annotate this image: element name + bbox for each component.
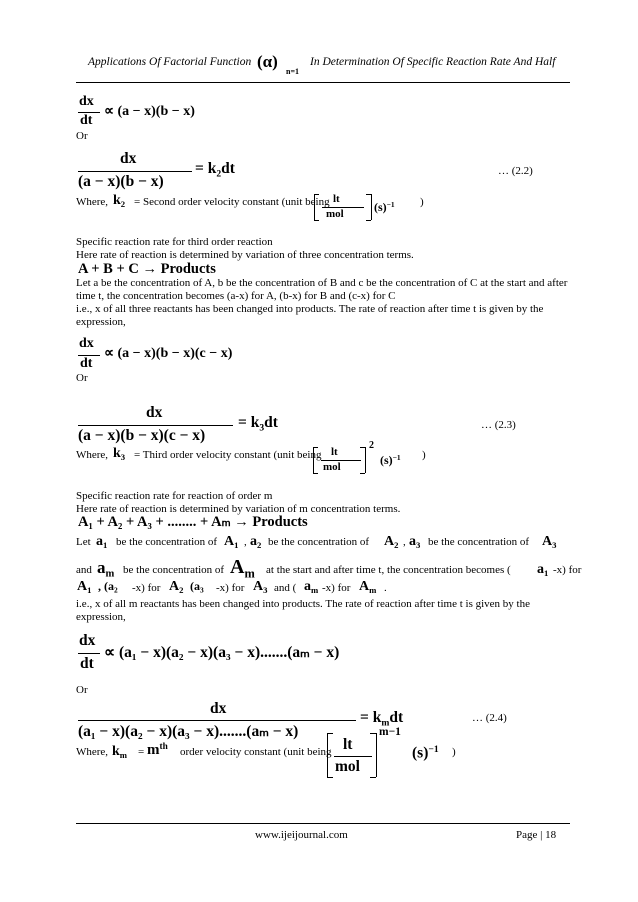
s3-bracket-bl	[313, 473, 318, 474]
sm-bracket-bl	[327, 777, 333, 778]
sm-lhs-den: dt	[80, 655, 94, 672]
sm-unit-bar	[334, 756, 372, 757]
footer-rule	[76, 823, 570, 824]
s3-proportional: ∝ (a − x)(b − x)(c − x)	[104, 346, 233, 361]
sm-for1: -x) for	[553, 564, 582, 576]
s3-bracket-tr	[360, 447, 365, 448]
s2-close: )	[420, 196, 424, 208]
s3-close: )	[422, 449, 426, 461]
s3-unit-num: lt	[331, 446, 338, 458]
sm-bracket-right	[376, 733, 377, 777]
s2-where: Where,	[76, 196, 109, 208]
sm-l3-A2: $A_2$	[169, 579, 184, 596]
s2-frac-num: dx	[120, 150, 137, 167]
s3-where: Where,	[76, 449, 109, 461]
sm-bracket-br	[370, 777, 376, 778]
sm-desc: order velocity constant (unit being	[180, 746, 332, 758]
sm-bracket-left	[327, 733, 328, 777]
s2-rhs	[195, 160, 235, 179]
sm-eqno: … (2.4)	[472, 712, 507, 724]
s2-proportional: ∝ (a − x)(b − x)	[104, 104, 195, 119]
header-left-text: Applications Of Factorial Function	[88, 56, 252, 68]
sm-reaction: A₁ + A₂ + A₃ + ........ + Aₘ → Products	[78, 514, 308, 530]
sm-or: Or	[76, 684, 88, 696]
s2-unit-num: lt	[333, 193, 340, 205]
header-right-text: In Determination Of Specific Reaction Rate And Half	[310, 56, 556, 68]
sm-l3-a2: , ($a_2$	[98, 579, 118, 595]
sm-frac-den: (a₁ − x)(a₂ − x)(a₃ − x).......(aₘ − x)	[78, 723, 299, 740]
sm-lhs-fraction-bar	[78, 653, 100, 654]
s3-para1: Let a be the concentration of A, b be the concentration of B and c be the concentration of C at the start and after	[76, 277, 568, 289]
s3-frac-num: dx	[146, 404, 163, 421]
sm-a3: $a_3$	[409, 534, 421, 551]
footer-page-number: Page | 18	[516, 829, 557, 841]
s2-frac-den: (a − x)(b − x)	[78, 173, 164, 190]
s2-desc: = Second order velocity constant (unit being	[134, 196, 330, 208]
sm-be-conc-2: be the concentration of	[268, 536, 370, 548]
s2-lhs-den: dt	[80, 113, 93, 128]
s2-or: Or	[76, 130, 88, 142]
sm-l3-Am: $A_m$	[359, 579, 377, 596]
sm-l3-for-am: -x) for	[322, 582, 351, 594]
s3-para4: expression,	[76, 316, 126, 328]
sm-bracket-tl	[327, 733, 333, 734]
s3-title: Specific reaction rate for third order reaction	[76, 236, 273, 248]
sm-be-conc-1: be the concentration of	[116, 536, 218, 548]
sm-unit-exp: m−1	[379, 726, 401, 738]
s2-unit-s: $(s)^{-1}$	[374, 200, 395, 215]
sm-where: Where,	[76, 746, 109, 758]
s2-rhs-sub: 2	[216, 168, 222, 180]
sm-unit-s: $(s)^{-1}$	[412, 744, 439, 762]
s3-line2: Here rate of reaction is determined by variation of three concentration terms.	[76, 249, 414, 261]
sm-A3: $A_3$	[542, 534, 557, 551]
sm-fraction-bar	[78, 720, 356, 721]
s3-unit-exp: 2	[369, 440, 374, 451]
sm-am: $a_m$	[97, 558, 115, 580]
sm-at-start: at the start and after time t, the concentration becomes (	[266, 564, 511, 576]
header-alpha: (α)	[257, 52, 278, 71]
s3-lhs-den: dt	[80, 356, 93, 371]
s3-reaction: A + B + C → Products	[78, 261, 216, 277]
sm-be-conc-m: be the concentration of	[123, 564, 225, 576]
sm-unit-den: mol	[335, 758, 360, 775]
sm-para4: expression,	[76, 611, 126, 623]
s3-eqno: … (2.3)	[481, 419, 516, 431]
s2-rhs-k: = k	[195, 160, 217, 177]
sm-comma2: ,	[403, 536, 406, 548]
sm-be-conc-3: be the concentration of	[428, 536, 530, 548]
s3-para2: time t, the concentration becomes (a-x) for A, (b-x) for B and (c-x) for C	[76, 290, 396, 302]
s3-para3: i.e., x of all three reactants has been changed into products. The rate of reaction after time t is given by the	[76, 303, 544, 315]
sm-let: Let	[76, 536, 91, 548]
sm-unit-num: lt	[343, 736, 353, 753]
sm-close: )	[452, 746, 456, 758]
sm-comma: ,	[244, 536, 247, 548]
s3-or: Or	[76, 372, 88, 384]
s3-lhs-num: dx	[79, 336, 94, 351]
s3-k: $k_3$	[113, 446, 126, 463]
sm-rhs: = $k_mdt$	[360, 709, 404, 729]
s2-lhs-num: dx	[79, 94, 94, 109]
s3-frac-den: (a − x)(b − x)(c − x)	[78, 427, 206, 444]
s2-eqno: … (2.2)	[498, 165, 533, 177]
sm-title: Specific reaction rate for reaction of order m	[76, 490, 273, 502]
s2-fraction-bar	[78, 171, 192, 172]
sm-l3-a3: ($a_3$	[190, 579, 204, 595]
sm-proportional: ∝ (a₁ − x)(a₂ − x)(a₃ − x).......(aₘ − x)	[104, 644, 340, 661]
s2-k: $k_2$	[113, 193, 126, 210]
sm-A2: $A_2$	[384, 534, 399, 551]
sm-a1b: $a_1$	[537, 562, 549, 579]
header-rule	[76, 82, 570, 83]
sm-bracket-tr	[370, 733, 376, 734]
s2-bracket-tr	[366, 194, 371, 195]
s3-fraction-bar	[78, 425, 233, 426]
header-alpha-subscript: n=1	[286, 67, 300, 76]
sm-l3-and: and (	[274, 582, 297, 594]
sm-l3-for-a2: -x) for	[132, 582, 161, 594]
sm-m-th: $m^{th}$	[147, 742, 168, 759]
sm-line2: Here rate of reaction is determined by variation of m concentration terms.	[76, 503, 401, 515]
s2-bracket-tl	[314, 194, 319, 195]
s3-bracket-tl	[313, 447, 318, 448]
sm-para3: i.e., x of all m reactants has been changed into products. The rate of reaction after time t is given by the	[76, 598, 530, 610]
s3-rhs: = $k_3dt$	[238, 414, 278, 434]
sm-and: and	[76, 564, 92, 576]
sm-l3-A1: $A_1$	[77, 579, 92, 596]
sm-a2: $a_2$	[250, 534, 262, 551]
sm-a1: $a_1$	[96, 534, 108, 551]
footer-url[interactable]: www.ijeijournal.com	[255, 829, 348, 841]
sm-k: $k_m$	[112, 744, 128, 761]
s3-unit-s: $(s)^{-1}$	[380, 453, 401, 468]
s3-bracket-right	[365, 447, 366, 473]
sm-l3-A3: $A_3$	[253, 579, 268, 596]
s2-rhs-dt: dt	[221, 160, 235, 177]
sm-Am: $A_m$	[230, 556, 255, 581]
sm-lhs-num: dx	[79, 632, 96, 649]
sm-l3-for-a3: -x) for	[216, 582, 245, 594]
s2-unit-den: mol	[326, 208, 344, 220]
s3-unit-den: mol	[323, 461, 341, 473]
sm-l3-end: .	[384, 582, 387, 594]
s3-desc: = Third order velocity constant (unit being	[134, 449, 322, 461]
sm-frac-num: dx	[210, 700, 227, 717]
s3-bracket-left	[313, 447, 314, 473]
sm-l3-am: $a_m$	[304, 579, 319, 596]
s2-bracket-bl	[314, 220, 319, 221]
sm-eq-sign: =	[138, 746, 145, 758]
s2-bracket-br	[366, 220, 371, 221]
sm-A1: $A_1$	[224, 534, 239, 551]
s3-bracket-br	[360, 473, 365, 474]
